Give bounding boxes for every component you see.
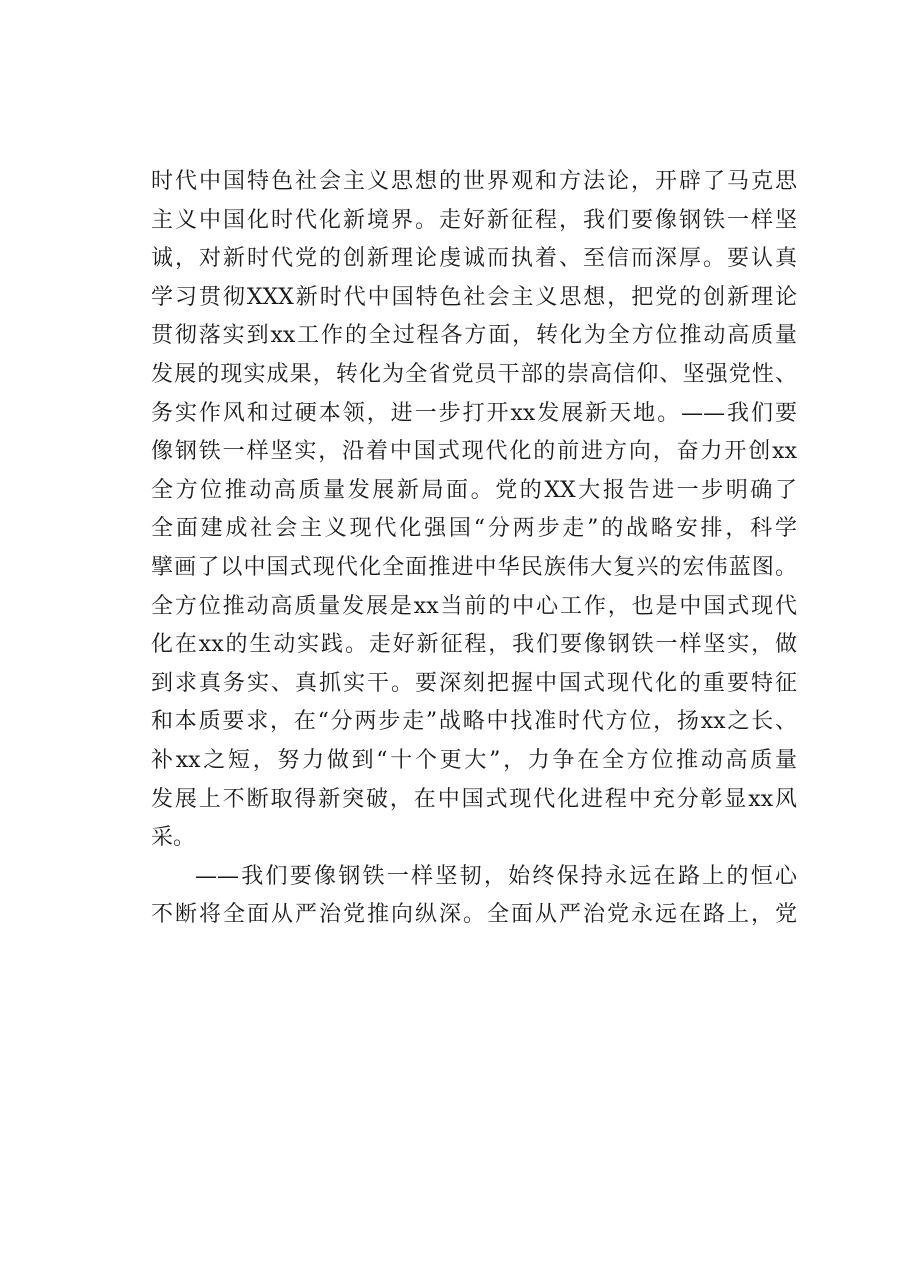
text-line: 主义中国化时代化新境界。走好新征程，我们要像钢铁一样坚 [151,207,797,233]
text-line: 到求真务实、真抓实干。要深刻把握中国式现代化的重要特征 [151,670,797,696]
text-line: 务实作风和过硬本领，进一步打开xx发展新天地。——我们要 [151,400,797,426]
text-line: 时代中国特色社会主义思想的世界观和方法论，开辟了马克思 [151,169,797,194]
text-line: 学习贯彻XXX新时代中国特色社会主义思想，把党的创新理论 [151,284,797,310]
text-line: 擘画了以中国式现代化全面推进中华民族伟大复兴的宏伟蓝图。 [151,554,797,580]
text-line: 和本质要求，在“分两步走”战略中找准时代方位，扬xx之长、 [151,709,797,735]
text-line: 全方位推动高质量发展新局面。党的XX大报告进一步明确了 [151,477,797,503]
text-line: 全方位推动高质量发展是xx当前的中心工作，也是中国式现代 [151,593,797,619]
text-line: 全面建成社会主义现代化强国“分两步走”的战略安排，科学 [151,516,797,542]
text-line: 发展的现实成果，转化为全省党员干部的崇高信仰、坚强党性、 [151,361,797,387]
text-line: 不断将全面从严治党推向纵深。全面从严治党永远在路上，党 [151,902,797,928]
document-body [151,163,797,935]
text-line: 化在xx的生动实践。走好新征程，我们要像钢铁一样坚实，做 [151,632,797,658]
text-line: 采。 [151,825,196,851]
text-line: 像钢铁一样坚实，沿着中国式现代化的前进方向，奋力开创xx [151,439,797,465]
text-line: 发展上不断取得新突破，在中国式现代化进程中充分彰显xx风 [151,786,797,812]
text-line: ——我们要像钢铁一样坚韧，始终保持永远在路上的恒心 [195,863,797,889]
text-line: 贯彻落实到xx工作的全过程各方面，转化为全方位推动高质量 [151,323,797,349]
text-line: 诚，对新时代党的创新理论虔诚而执着、至信而深厚。要认真 [151,246,797,272]
text-line: 补xx之短，努力做到“十个更大”，力争在全方位推动高质量 [151,747,797,773]
